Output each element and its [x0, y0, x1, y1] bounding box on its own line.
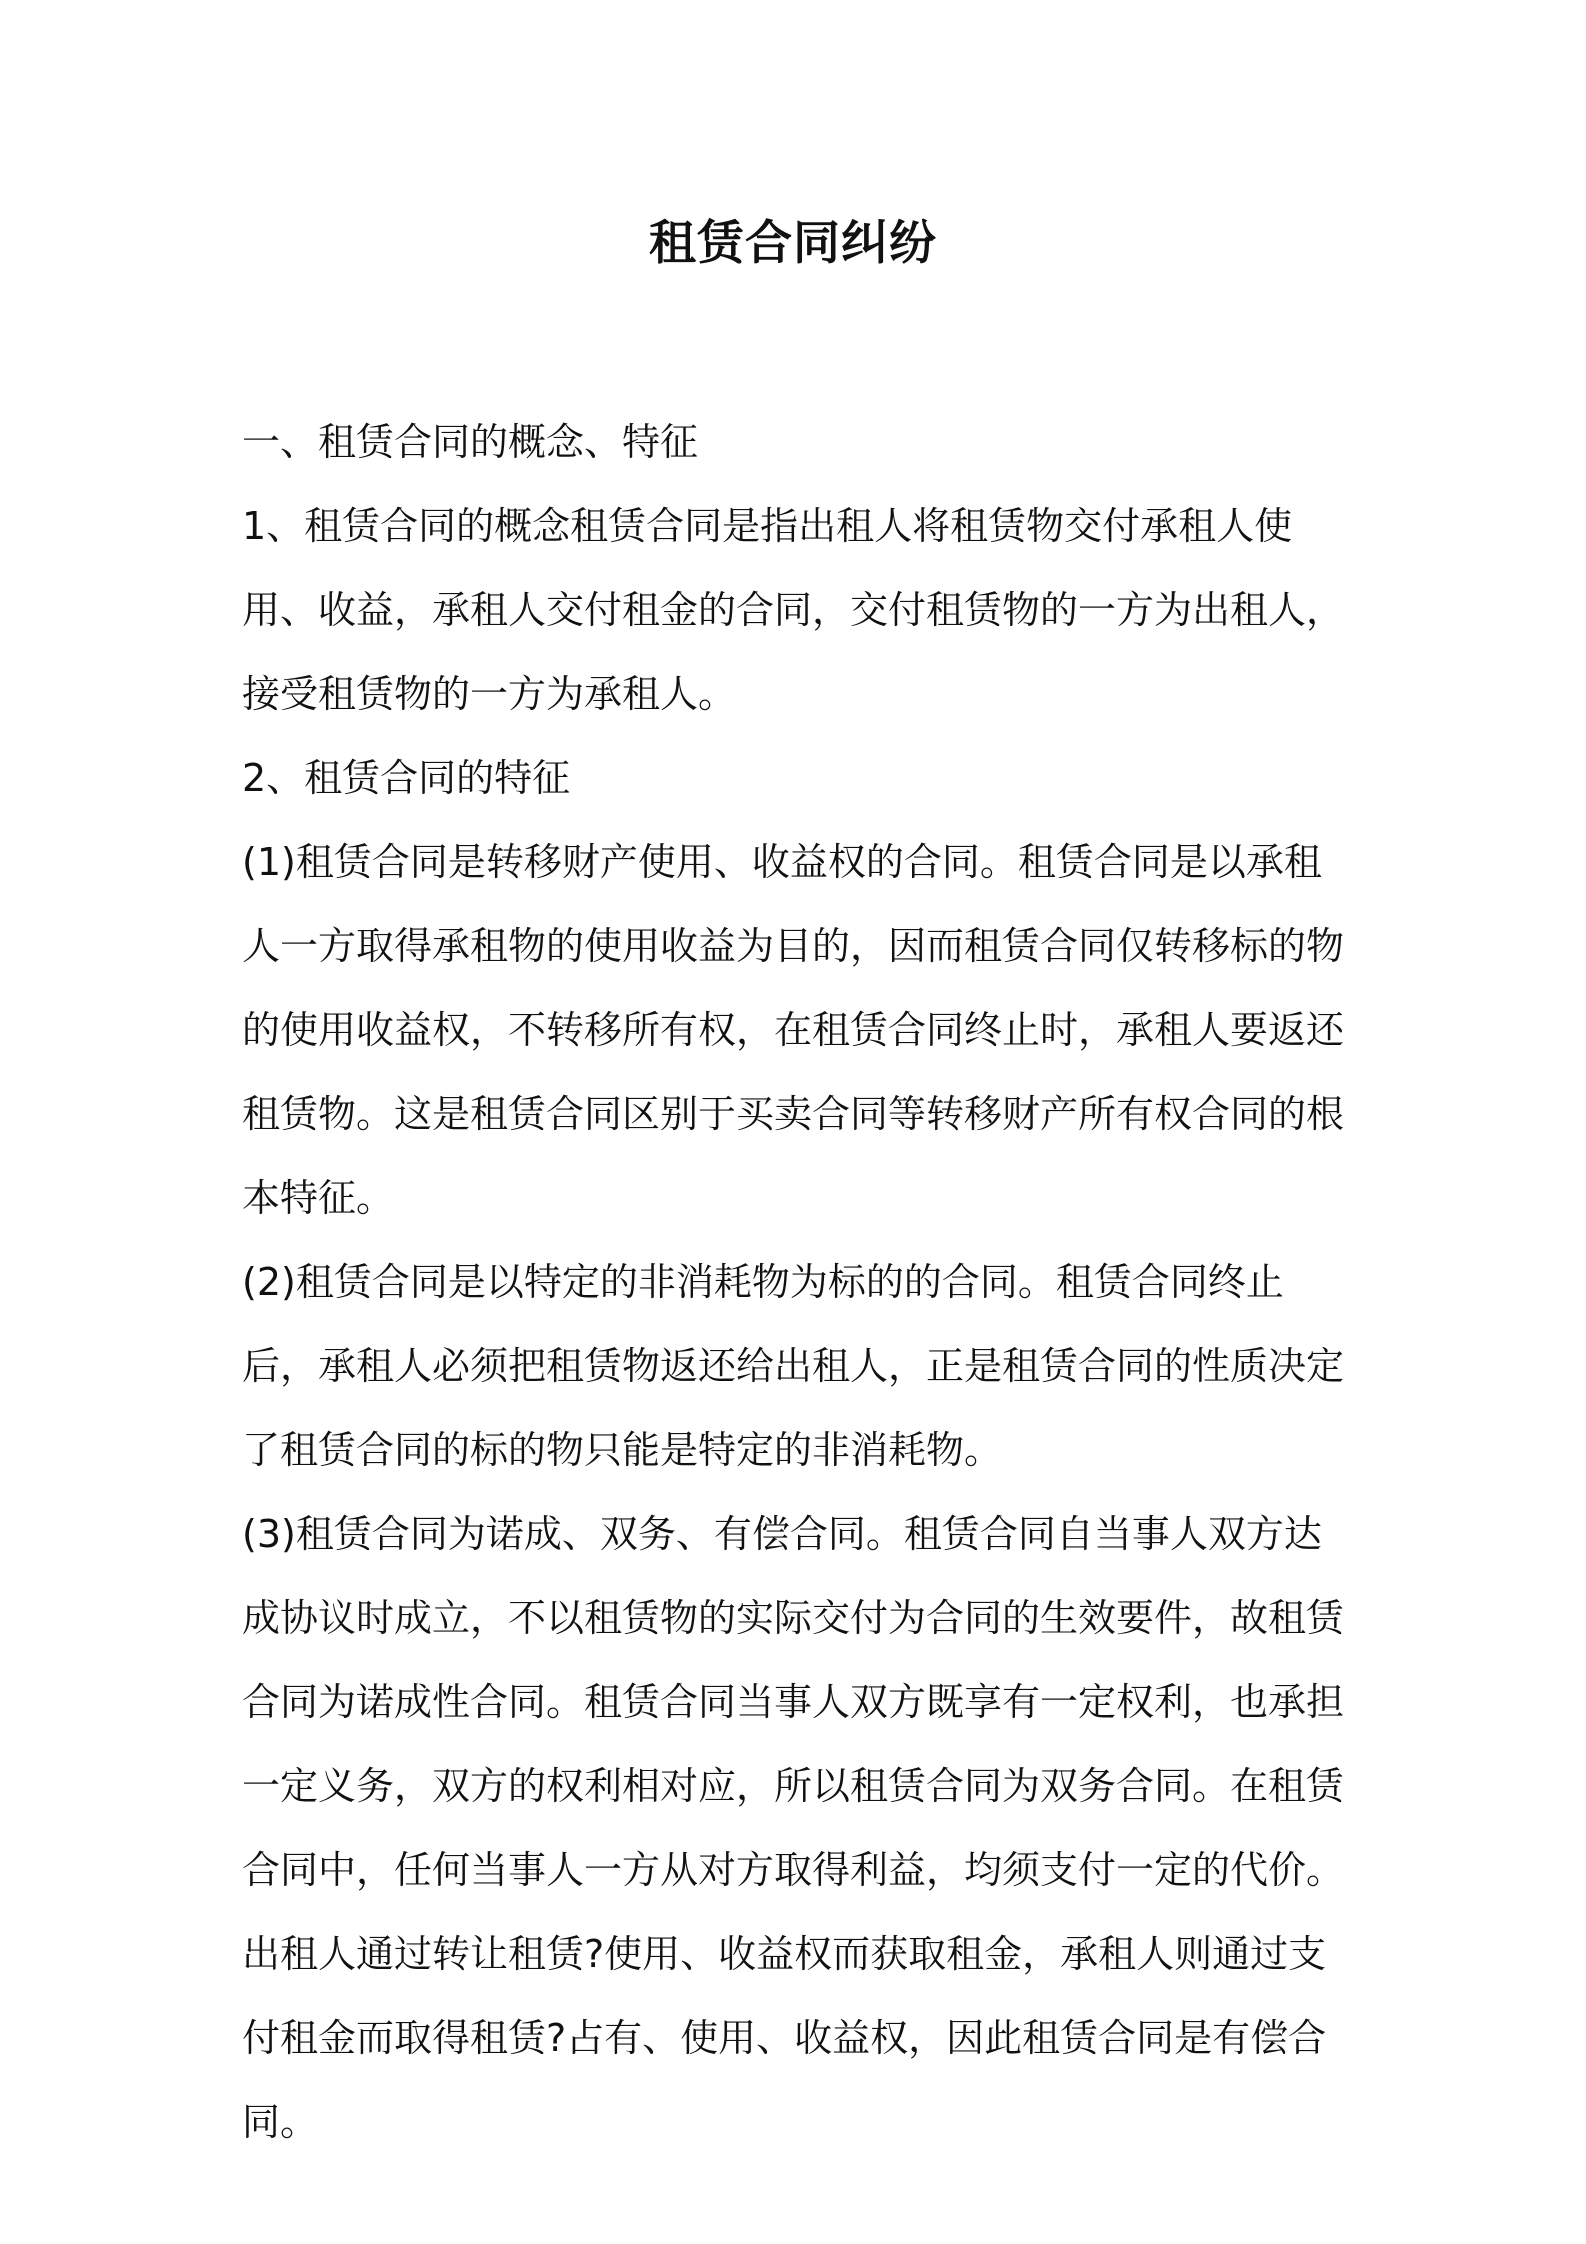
section-heading: 一、租赁合同的概念、特征	[242, 420, 699, 464]
document-title: 租赁合同纠纷	[649, 216, 937, 271]
document-body	[242, 400, 1354, 2164]
paragraph-feature-1: (1)租赁合同是转移财产使用、收益权的合同。租赁合同是以承租人一方取得承租物的使用收益为目的，因而租赁合同仅转移标的物的使用收益权，不转移所有权，在租赁合同终止时，承租人要返还租赁物。这是租赁合同区别于买卖合同等转移财产所有权合同的根本特征。	[242, 840, 1345, 1220]
paragraph-concept: 1、租赁合同的概念租赁合同是指出租人将租赁物交付承租人使用、收益，承租人交付租金的合同，交付租赁物的一方为出租人，接受租赁物的一方为承租人。	[242, 504, 1345, 716]
subsection-heading: 2、租赁合同的特征	[242, 756, 571, 800]
paragraph-feature-2: (2)租赁合同是以特定的非消耗物为标的的合同。租赁合同终止后，承租人必须把租赁物返还给出租人，正是租赁合同的性质决定了租赁合同的标的物只能是特定的非消耗物。	[242, 1260, 1345, 1472]
paragraph-feature-3: (3)租赁合同为诺成、双务、有偿合同。租赁合同自当事人双方达成协议时成立，不以租赁物的实际交付为合同的生效要件，故租赁合同为诺成性合同。租赁合同当事人双方既享有一定权利，也承担一定义务，双方的权利相对应，所以租赁合同为双务合同。在租赁合同中，任何当事人一方从对方取得利益，均须支付一定的代价。出租人通过转让租赁?使用、收益权而获取租金，承租人则通过支付租金而取得租赁?占有、使用、收益权，因此租赁合同是有偿合同。	[242, 1512, 1345, 2144]
